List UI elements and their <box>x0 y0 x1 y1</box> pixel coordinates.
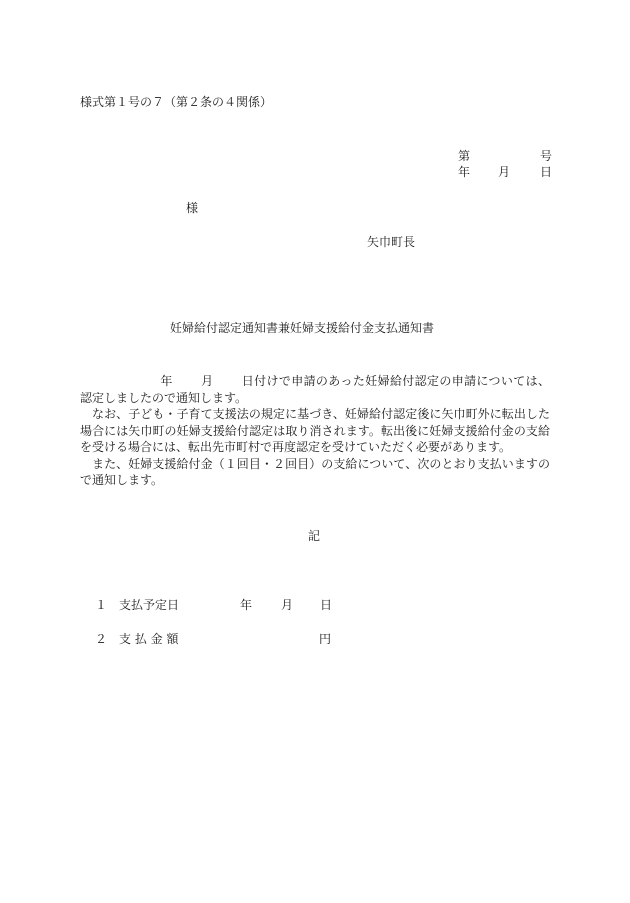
payment-date-day: 日 <box>320 598 333 612</box>
payment-amount-row <box>0 633 630 647</box>
payment-amount-unit: 円 <box>319 632 332 646</box>
item-label: 支 払 金 額 <box>119 632 179 646</box>
item-number: １ <box>95 598 108 612</box>
issue-date-line <box>458 165 553 180</box>
notice-body <box>80 373 550 489</box>
issue-date-day: 日 <box>540 165 553 179</box>
item-number: ２ <box>95 632 108 646</box>
issue-date-year: 年 <box>458 165 471 179</box>
application-year: 年 <box>160 374 173 388</box>
document-number-suffix: 号 <box>540 149 553 163</box>
issue-date-month: 月 <box>498 165 511 179</box>
ki-heading: 記 <box>308 529 321 543</box>
payment-date-row <box>0 599 630 613</box>
issuer-name: 矢巾町長 <box>367 235 416 249</box>
addressee-honorific: 様 <box>186 201 199 215</box>
document-number-line <box>458 149 553 164</box>
notice-paragraph-1 <box>80 373 550 406</box>
document-number-prefix: 第 <box>458 149 471 163</box>
payment-date-year: 年 <box>240 598 253 612</box>
application-month: 月 <box>200 374 214 388</box>
notice-paragraph-2: なお、子ども・子育て支援法の規定に基づき、妊婦給付認定後に矢巾町外に転出した場合には矢巾町の妊婦支援給付認定は取り消されます。転出後に妊婦支援給付金の支給を受ける場合には、転出先市町村で再度認定を受けていただく必要があります。 <box>80 407 550 454</box>
item-label: 支払予定日 <box>119 598 180 612</box>
notice-paragraph-1-text: 日付けで申請のあった妊婦給付認定の申請については、認定しましたので通知します。 <box>80 374 550 405</box>
form-number: 様式第１号の７（第２条の４関係） <box>80 95 273 109</box>
notice-paragraph-3: また、妊婦支援給付金（１回目・２回目）の支給について、次のとおり支払いますので通知します。 <box>80 456 550 487</box>
document-title: 妊婦給付認定通知書兼妊婦支援給付金支払通知書 <box>170 321 435 335</box>
payment-date-month: 月 <box>281 598 294 612</box>
